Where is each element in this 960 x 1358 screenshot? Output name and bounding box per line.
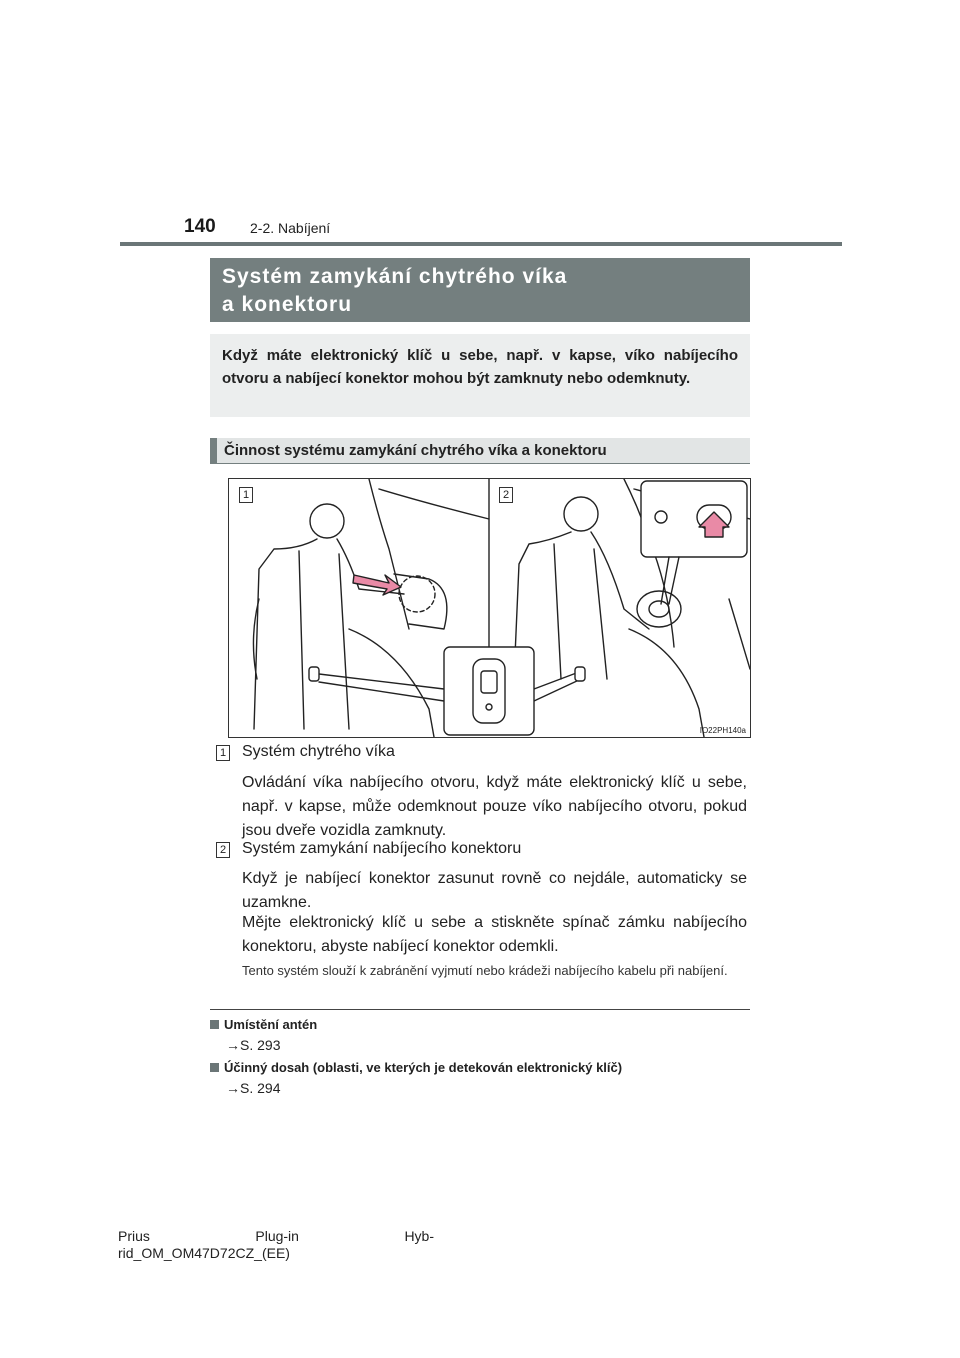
footer-doc-id: rid_OM_OM47D72CZ_(EE) xyxy=(118,1245,290,1261)
page-number: 140 xyxy=(184,216,216,237)
section-divider xyxy=(210,1009,750,1010)
bullet-antennas-ref[interactable]: →S. 293 xyxy=(226,1037,281,1053)
item-number-2: 2 xyxy=(216,842,230,858)
bullet-square-icon xyxy=(210,1020,219,1029)
bullet-range xyxy=(210,1060,622,1075)
subheading-box xyxy=(210,438,750,464)
footer xyxy=(118,1228,434,1262)
intro-box xyxy=(210,334,750,417)
illustration-drawing xyxy=(229,479,750,737)
bullet-range-ref[interactable]: →S. 294 xyxy=(226,1080,281,1096)
footer-model: Prius xyxy=(118,1228,150,1244)
footer-hyb: Hyb- xyxy=(404,1228,434,1244)
bullet-antennas-title: Umístění antén xyxy=(224,1017,318,1032)
item-2-text-2: Mějte elektronický klíč u sebe a stiskněte spínač zámku nabíjecího konektoru, abyste nabíjecí konektor odemkli. xyxy=(242,914,747,955)
header-rule xyxy=(120,242,842,246)
footer-plugin: Plug-in xyxy=(255,1228,299,1244)
figure-badge-1: 1 xyxy=(239,487,253,503)
page-title-line-1: Systém zamykání chytrého víka xyxy=(222,265,568,288)
item-2-text-1: Když je nabíjecí konektor zasunut rovně co nejdále, automaticky se uzamkne. xyxy=(242,870,747,911)
title-box xyxy=(210,258,750,322)
figure-badge-2: 2 xyxy=(499,487,513,503)
intro-text: Když máte elektronický klíč u sebe, např. v kapse, víko nabíjecího otvoru a nabíjecí konektor mohou být zamknuty nebo odemknuty. xyxy=(222,347,738,387)
item-2-note: Tento systém slouží k zabránění vyjmutí nebo krádeži nabíjecího kabelu při nabíjení. xyxy=(242,963,728,978)
page-title-line-2: a konektoru xyxy=(222,293,353,316)
subheading: Činnost systému zamykání chytrého víka a konektoru xyxy=(224,442,607,459)
bullet-range-title: Účinný dosah (oblasti, ve kterých je detekován elektronický klíč) xyxy=(224,1060,623,1075)
item-1-text: Ovládání víka nabíjecího otvoru, když máte elektronický klíč u sebe, např. v kapse, může odemknout pouze víko nabíjecího otvoru, pokud jsou dveře vozidla zamknuty. xyxy=(242,774,747,839)
item-1-title: Systém chytrého víka xyxy=(242,743,395,760)
section-label: 2-2. Nabíjení xyxy=(250,220,331,236)
figure-code: IO22PH140a xyxy=(699,726,746,735)
bullet-antennas xyxy=(210,1017,317,1032)
illustration xyxy=(228,478,751,738)
item-number-1: 1 xyxy=(216,745,230,761)
bullet-square-icon xyxy=(210,1063,219,1072)
item-2-title: Systém zamykání nabíjecího konektoru xyxy=(242,840,522,857)
